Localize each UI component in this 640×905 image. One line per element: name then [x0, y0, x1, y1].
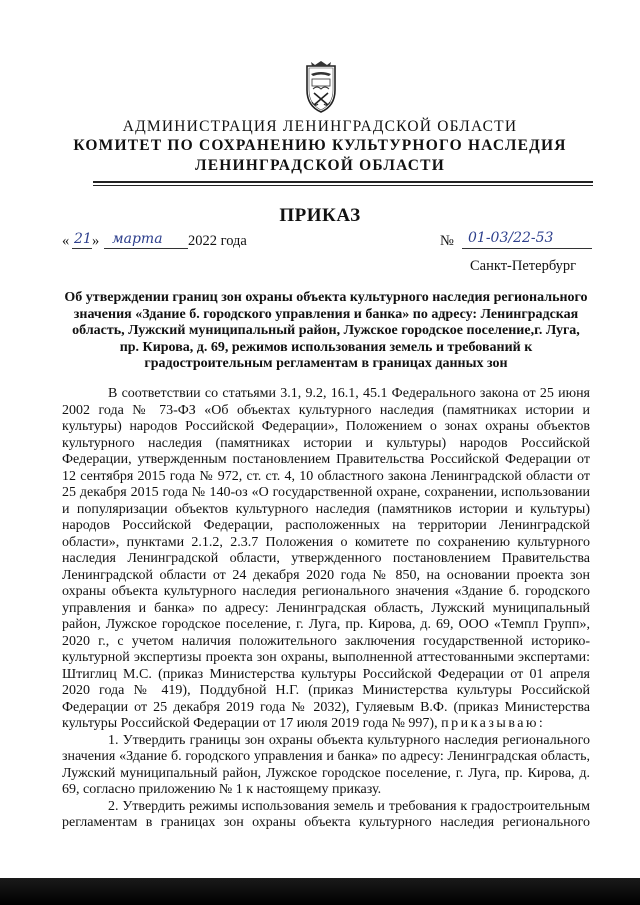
date-open-quote: « — [62, 233, 70, 249]
scan-bottom-edge — [0, 878, 640, 905]
preamble-paragraph — [62, 386, 590, 733]
date-day: 21 — [74, 231, 92, 247]
date-month: марта — [112, 231, 163, 247]
date-day-underline — [72, 248, 92, 249]
administration-heading: АДМИНИСТРАЦИЯ ЛЕНИНГРАДСКОЙ ОБЛАСТИ — [122, 118, 518, 135]
city-name: Санкт-Петербург — [470, 258, 577, 274]
clause-1-paragraph: 1. Утвердить границы зон охраны объекта культурного наследия регионального значения «Здание б. городского управления и банка» по адресу: Ленинградская область, Лужский муниципальный район, Лужское городское поселение, г. Луга, пр. Кирова, д. 69, согласно приложению № 1 к настоящему приказу. — [62, 732, 590, 797]
date-close-quote: » — [92, 233, 100, 249]
clause-2-paragraph: 2. Утвердить режимы использования земель и требования к градостроительным регламентам в границах зон охраны объекта культурного наследия регионального — [62, 798, 590, 830]
date-month-underline — [104, 248, 188, 249]
order-body — [62, 386, 590, 832]
order-date — [62, 233, 282, 253]
committee-heading: КОМИТЕТ ПО СОХРАНЕНИЮ КУЛЬТУРНОГО НАСЛЕДИЯ — [73, 137, 567, 154]
order-number — [440, 230, 600, 253]
coat-of-arms-icon — [299, 60, 343, 114]
document-type: ПРИКАЗ — [279, 205, 361, 226]
order-title: Об утверждении границ зон охраны объекта культурного наследия регионального значения «Здание б. городского управления и банка» по адресу: Ленинградская область, Лужский муниципальный район, Лужское городское поселение,г. Луга, пр. Кирова, д. 69, режимов использования земель и требований к градостроительным регламентам в границах данных зон — [64, 290, 588, 372]
number-sign: № — [440, 233, 454, 249]
date-year: 2022 года — [188, 233, 247, 249]
preamble-text: В соответствии со статьями 3.1, 9.2, 16.1, 45.1 Федерального закона от 25 июня 2002 года № 73-ФЗ «Об объектах культурного наследия (памятниках истории и культуры) народов Российской Федерации», Положением о зонах охраны объектов культурного наследия (памятниках истории и культуры) народов Российской Федерации, утвержденным постановлением Правительства Российской Федерации от 12 сентября 2015 года № 972, ст. ст. 4, 10 областного закона Ленинградской области от 25 декабря 2015 года № 140-оз «О государственной охране, сохранении, использовании и популяризации объектов культурного наследия (памятников истории и культуры) народов Российской Федерации, расположенных на территории Ленинградской области», пунктами 2.1.2, 2.3.7 Положения о комитете по сохранению культурного наследия Ленинградской области, утвержденного постановлением Правительства Ленинградской области от 24 декабря 2020 года № 850, на основании проекта зон охраны объекта культурного наследия регионального значения «Здание б. городского управления и банка» по адресу: Ленинградская область, Лужский муниципальный район, Лужское городское поселение, г. Луга, пр. Кирова, д. 69, ООО «Темпл Групп», 2020 г., с учетом наличия положительного заключения государственной историко-культурной экспертизы проекта зон охраны, выполненной аттестованными экспертами: Штиглиц М.С. (приказ Министерства культуры Российской Федерации от 01 апреля 2020 года № 419), Поддубной Н.Г. (приказ Министерства культуры Российской Федерации от 25 декабря 2019 года № 2032), Гуляевым В.Ф. (приказ Министерства культуры Российской Федерации от 17 июля 2019 года № 997), — [62, 386, 590, 731]
header-rule-thin — [93, 185, 593, 186]
number-underline — [462, 248, 592, 249]
number-value: 01-03/22-53 — [468, 230, 554, 246]
region-heading: ЛЕНИНГРАДСКОЙ ОБЛАСТИ — [195, 157, 445, 174]
header-rule-thick — [93, 181, 593, 183]
order-word: приказываю: — [441, 716, 546, 731]
